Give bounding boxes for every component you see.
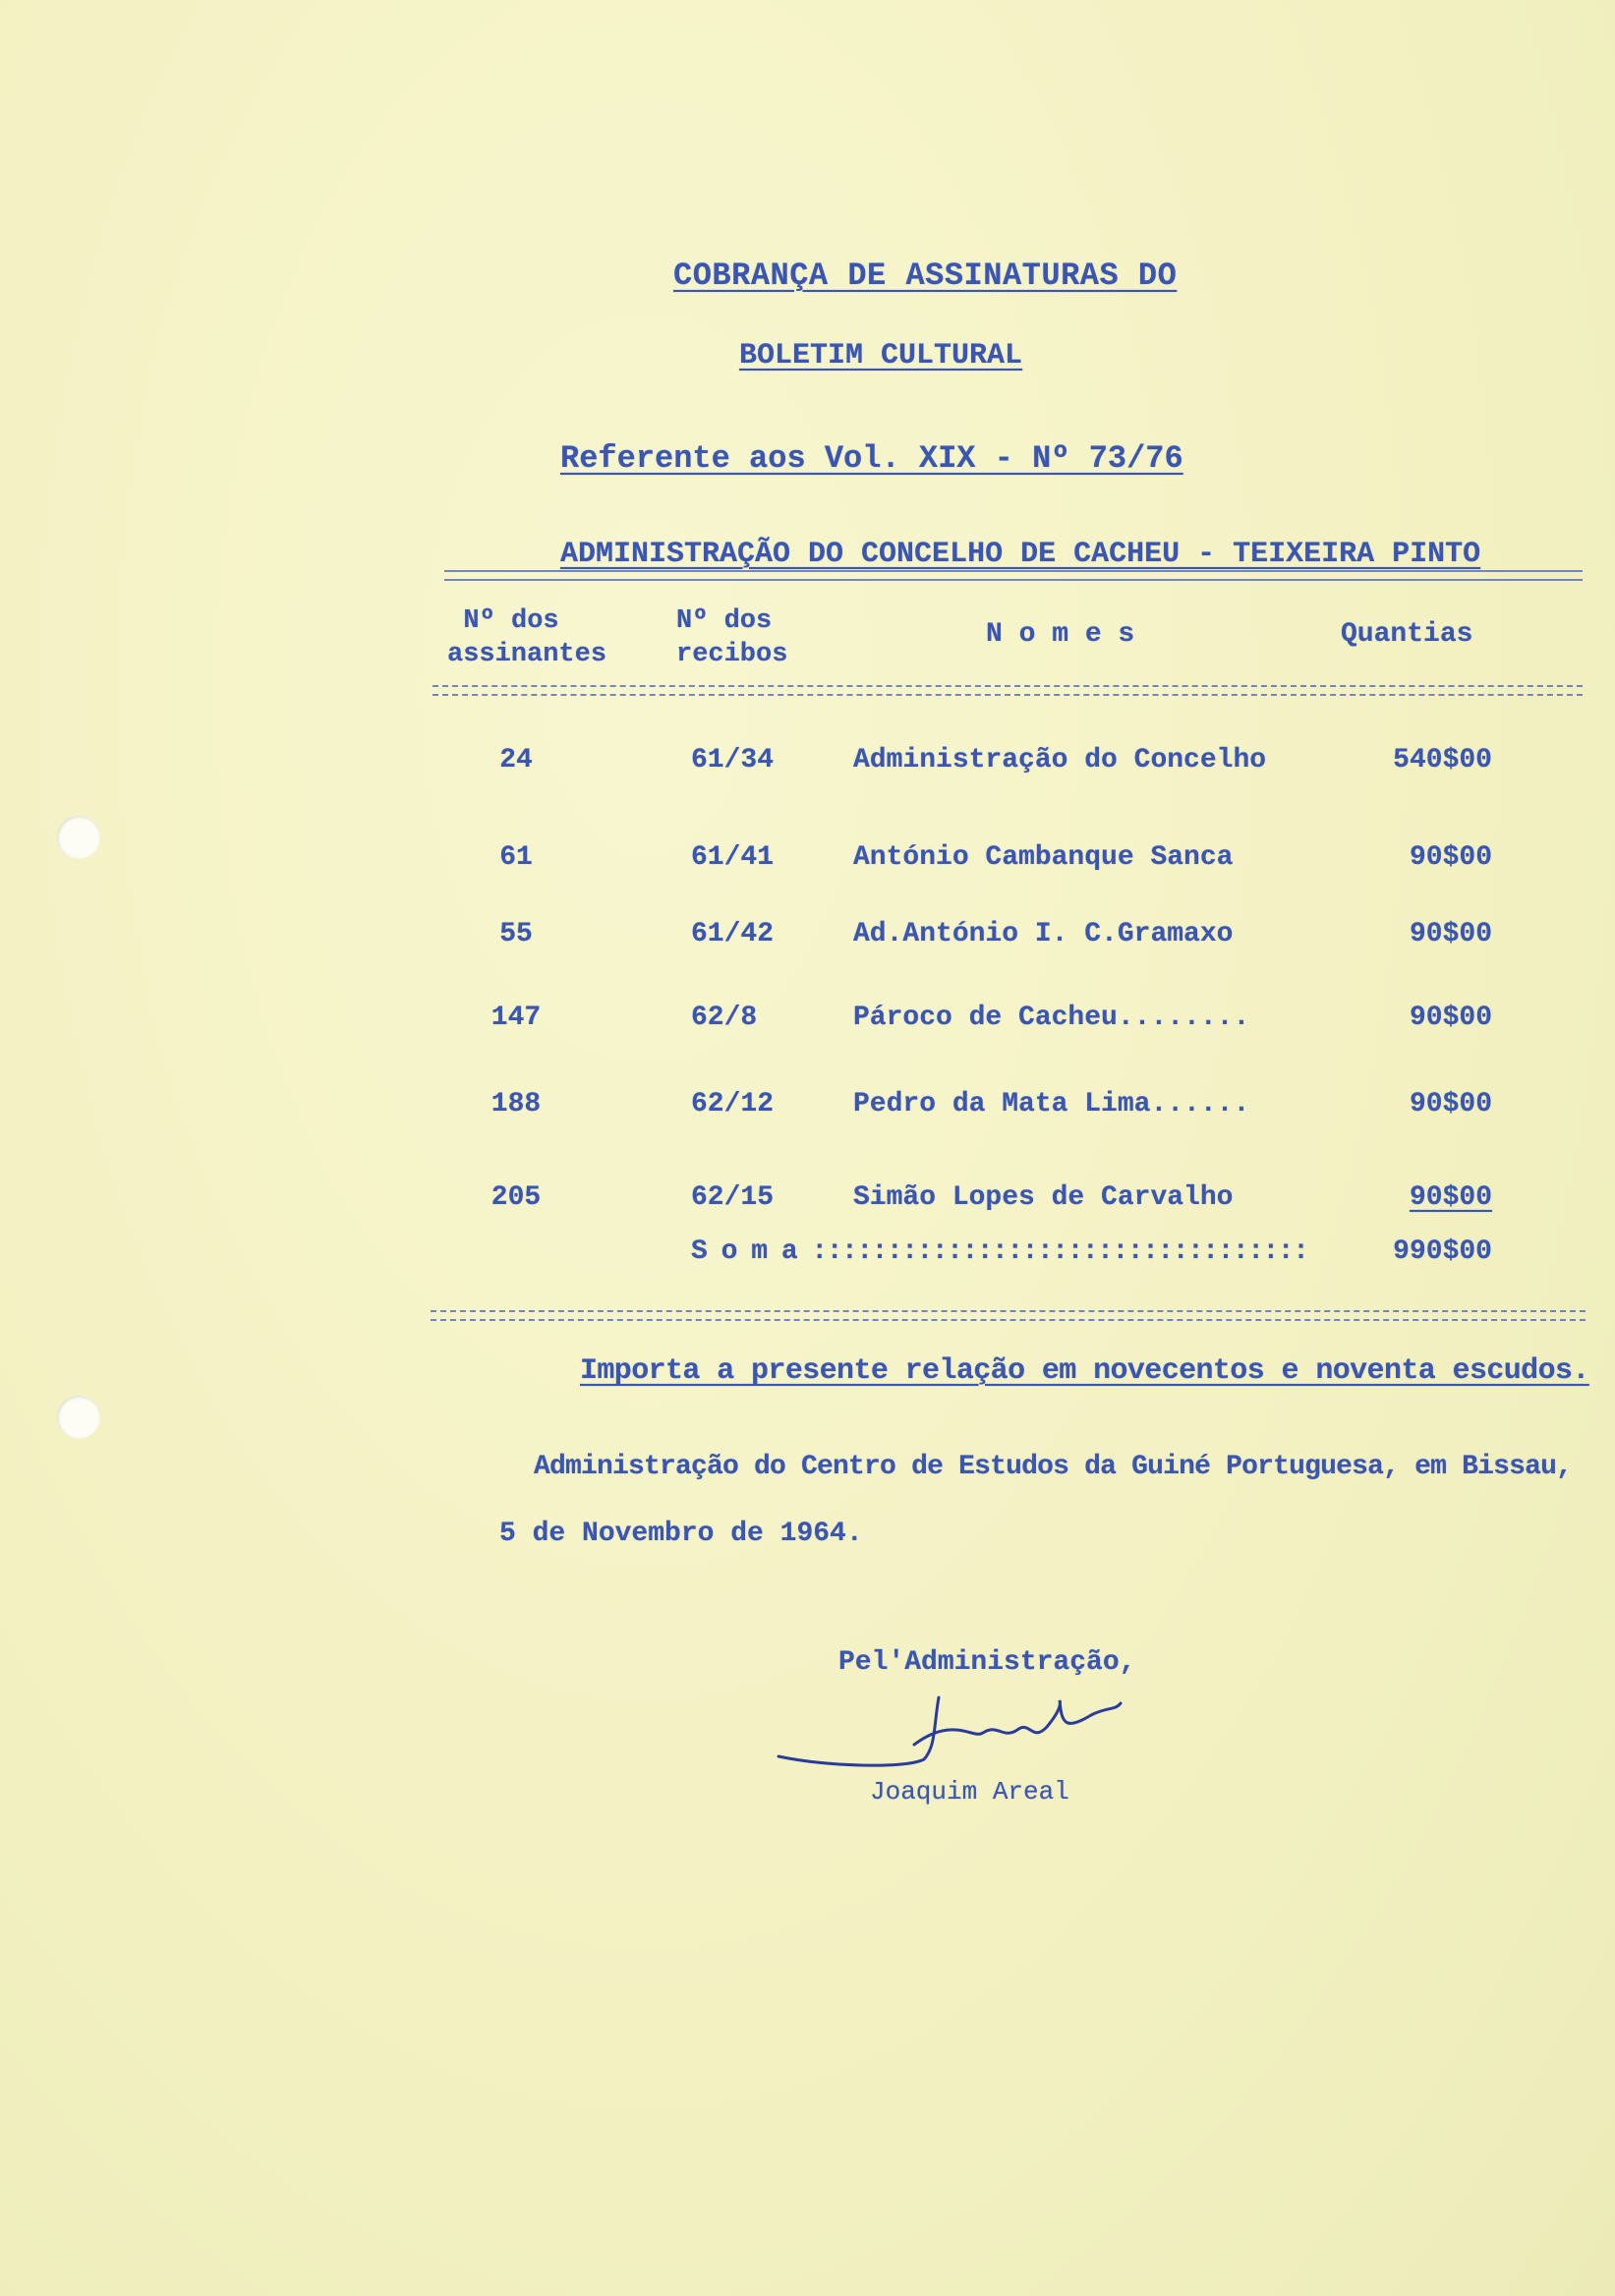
amount: 90$00 xyxy=(1409,842,1492,873)
assinante-number: 61 xyxy=(499,842,533,873)
title-line-2: BOLETIM CULTURAL xyxy=(739,339,1023,373)
assinante-number: 55 xyxy=(499,919,533,949)
reference-line: Referente aos Vol. XIX - Nº 73/76 xyxy=(560,440,1183,477)
header-recibos-line1: Nº dos xyxy=(676,606,773,636)
subscriber-name: Ad.António I. C.Gramaxo xyxy=(853,919,1234,949)
header-assinantes-line1: Nº dos xyxy=(463,606,559,636)
amount: 90$00 xyxy=(1409,919,1492,949)
punch-hole-top xyxy=(57,816,100,859)
section-heading: ADMINISTRAÇÃO DO CONCELHO DE CACHEU - TEIXEIRA PINTO xyxy=(560,538,1481,571)
table-bottom-rule xyxy=(431,1310,1586,1321)
subscriber-name: António Cambanque Sanca xyxy=(853,842,1234,873)
title-line-1: COBRANÇA DE ASSINATURAS DO xyxy=(673,258,1178,294)
amount: 540$00 xyxy=(1393,745,1492,775)
header-quantias: Quantias xyxy=(1341,619,1473,650)
amount: 90$00 xyxy=(1409,1182,1492,1213)
subscriber-name: Pároco de Cacheu........ xyxy=(853,1003,1250,1033)
header-bottom-rule xyxy=(433,685,1583,696)
recibo-number: 61/34 xyxy=(691,745,775,775)
amount: 90$00 xyxy=(1409,1089,1492,1119)
subscriber-name: Administração do Concelho xyxy=(853,745,1267,775)
recibo-number: 61/42 xyxy=(691,919,775,949)
recibo-number: 61/41 xyxy=(691,842,775,873)
header-recibos-line2: recibos xyxy=(676,640,788,669)
total-amount: 990$00 xyxy=(1393,1236,1492,1267)
assinante-number: 24 xyxy=(499,745,533,775)
assinante-number: 147 xyxy=(490,1003,542,1033)
header-assinantes xyxy=(447,604,607,671)
punch-hole-bottom xyxy=(57,1396,100,1439)
header-nomes: N o m e s xyxy=(986,619,1135,650)
signatory-name: Joaquim Areal xyxy=(870,1777,1069,1807)
assinante-number: 188 xyxy=(490,1089,542,1119)
header-assinantes-line2: assinantes xyxy=(447,640,607,669)
header-recibos xyxy=(676,604,787,671)
assinante-number: 205 xyxy=(490,1182,542,1213)
subscriber-name: Simão Lopes de Carvalho xyxy=(853,1182,1234,1213)
place-line: Administração do Centro de Estudos da Guiné Portuguesa, em Bissau, xyxy=(534,1452,1573,1482)
total-label: S o m a ::::::::::::::::::::::::::::::::: xyxy=(691,1236,1308,1267)
date-line: 5 de Novembro de 1964. xyxy=(499,1519,863,1549)
recibo-number: 62/8 xyxy=(691,1003,758,1033)
recibo-number: 62/15 xyxy=(691,1182,775,1213)
summary-line: Importa a presente relação em novecentos e noventa escudos. xyxy=(580,1354,1589,1388)
signoff-line: Pel'Administração, xyxy=(838,1647,1136,1678)
header-top-rule xyxy=(444,570,1583,581)
amount: 90$00 xyxy=(1409,1003,1492,1033)
subscriber-name: Pedro da Mata Lima...... xyxy=(853,1089,1250,1119)
recibo-number: 62/12 xyxy=(691,1089,775,1119)
